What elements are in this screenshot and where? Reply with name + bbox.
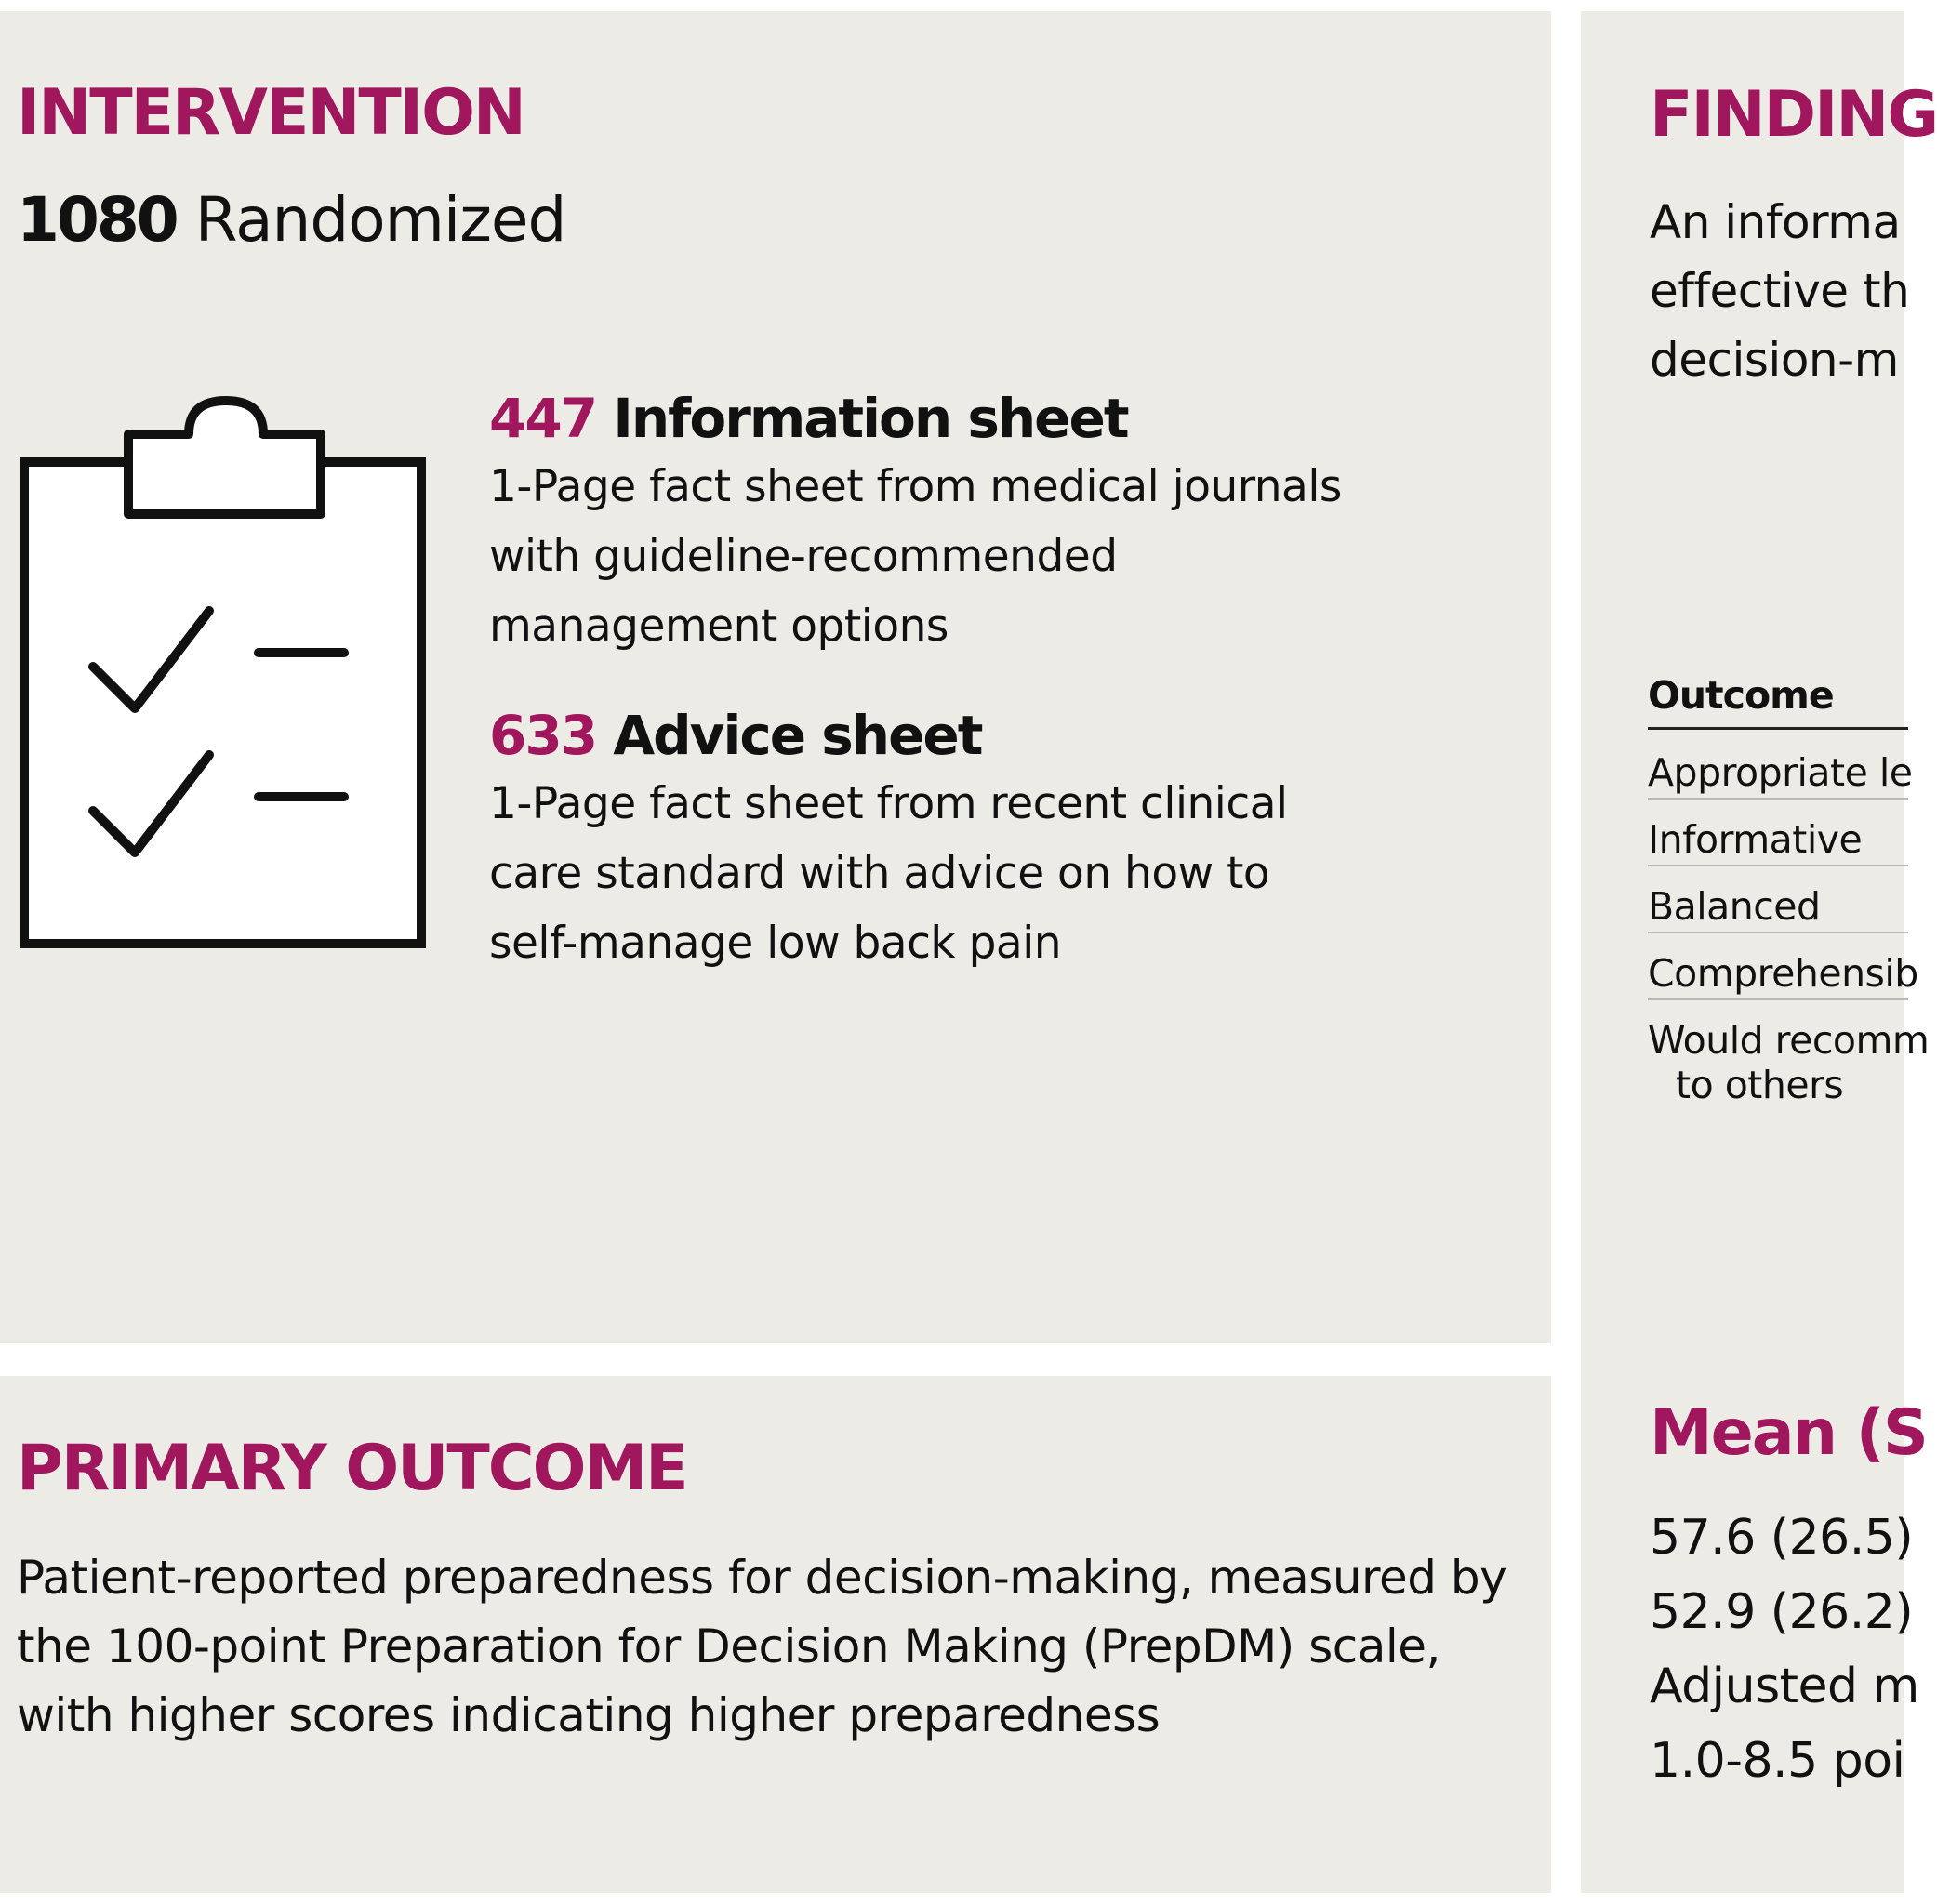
table-row: Comprehensib [1648, 951, 1918, 996]
table-row: Informative [1648, 817, 1863, 862]
summary-line: effective th [1650, 264, 1910, 318]
arm-information-description [489, 452, 1342, 661]
description-line: self-manage low back pain [489, 918, 1062, 969]
row-divider [1648, 932, 1908, 933]
arm-advice-label: Advice sheet [613, 704, 982, 767]
stat-line: Adjusted m [1650, 1659, 1919, 1714]
arm-information-label: Information sheet [613, 387, 1128, 450]
outcome-line: with higher scores indicating higher preparedness [17, 1688, 1161, 1742]
findings-summary [1650, 188, 1909, 394]
table-row [1648, 1018, 1930, 1107]
randomized-label: Randomized [194, 184, 566, 256]
row-divider [1648, 798, 1908, 800]
table-row: Appropriate le [1648, 750, 1913, 795]
row-divider [1648, 865, 1908, 866]
row-label-line: Would recomm [1648, 1018, 1930, 1063]
primary-outcome-panel [0, 1376, 1551, 1893]
findings-heading: FINDING [1650, 78, 1937, 152]
table-header-outcome: Outcome [1648, 673, 1834, 718]
row-divider [1648, 998, 1908, 1000]
stat-line: 52.9 (26.2) [1650, 1584, 1914, 1640]
arm-advice-title [489, 704, 982, 767]
description-line: 1-Page fact sheet from recent clinical [489, 778, 1288, 829]
description-line: management options [489, 601, 949, 652]
mean-heading: Mean (S [1650, 1396, 1927, 1470]
table-header-rule [1648, 727, 1908, 730]
table-row: Balanced [1648, 884, 1821, 929]
outcome-line: the 100-point Preparation for Decision Making (PrepDM) scale, [17, 1620, 1440, 1673]
arm-information-title [489, 387, 1128, 450]
summary-line: An informa [1650, 195, 1901, 249]
arm-advice-description [489, 769, 1288, 978]
randomized-count: 1080 [17, 184, 177, 256]
outcome-line: Patient-reported preparedness for decision-making, measured by [17, 1551, 1507, 1605]
findings-panel [1581, 11, 1937, 1893]
clipboard-checklist-icon [19, 388, 428, 955]
stat-line: 57.6 (26.5) [1650, 1510, 1914, 1566]
intervention-panel [0, 11, 1551, 1343]
description-line: with guideline-recommended [489, 531, 1118, 582]
intervention-heading: INTERVENTION [17, 76, 524, 150]
description-line: 1-Page fact sheet from medical journals [489, 461, 1342, 512]
summary-line: decision-m [1650, 333, 1899, 387]
primary-outcome-heading: PRIMARY OUTCOME [17, 1432, 687, 1505]
stat-line: 1.0-8.5 poi [1650, 1733, 1905, 1789]
row-label-line: to others [1676, 1063, 1844, 1107]
description-line: care standard with advice on how to [489, 848, 1270, 899]
arm-advice-count: 633 [489, 704, 597, 767]
primary-outcome-text [17, 1543, 1506, 1750]
randomized-line [17, 184, 565, 256]
arm-information-count: 447 [489, 387, 597, 450]
